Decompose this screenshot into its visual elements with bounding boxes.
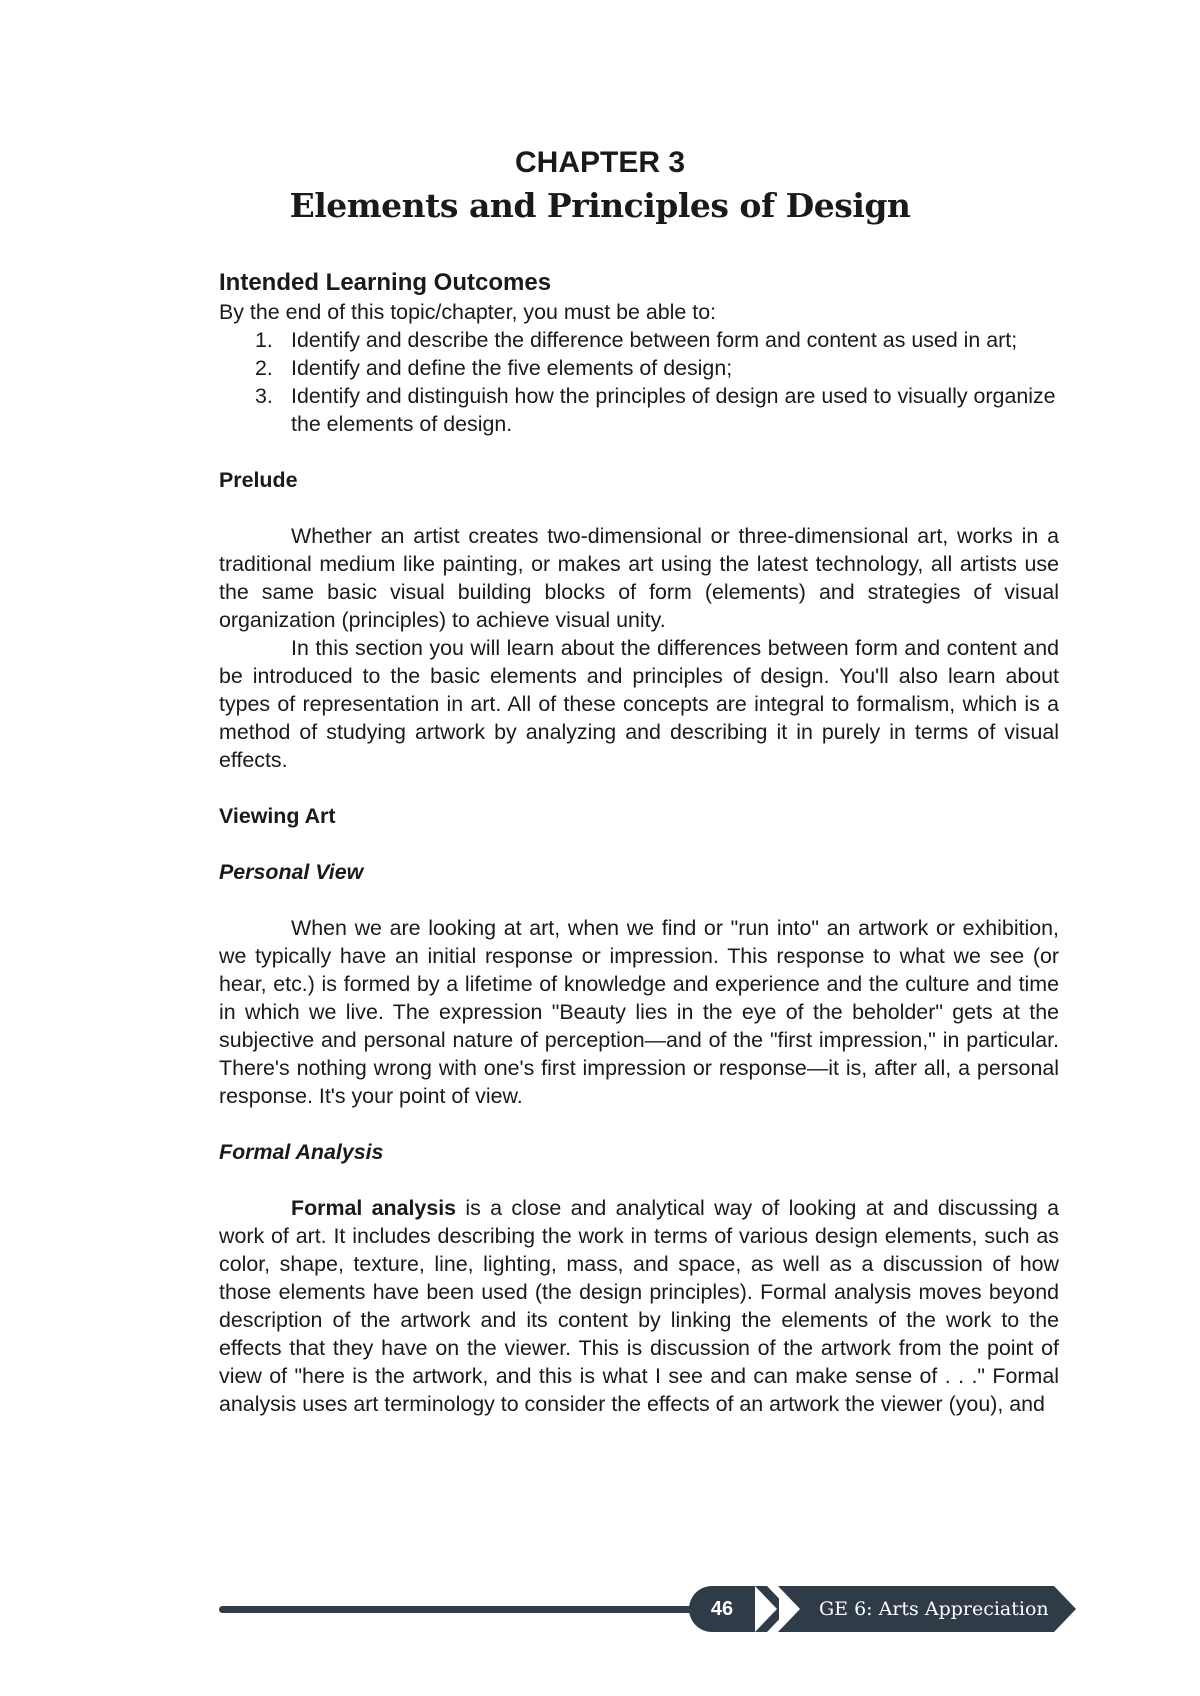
learning-outcomes-heading: Intended Learning Outcomes: [219, 269, 552, 296]
list-item-text: Identify and describe the difference between form and content as used in art;: [291, 328, 1018, 352]
personal-view-heading: Personal View: [219, 860, 364, 884]
spacer: [219, 774, 1059, 802]
list-item-text: Identify and define the five elements of design;: [291, 356, 733, 380]
list-item: [255, 326, 1059, 354]
list-item: [255, 354, 1059, 382]
viewing-art-heading: Viewing Art: [219, 804, 336, 828]
formal-analysis-term: Formal analysis: [291, 1196, 457, 1220]
spacer: [219, 830, 1059, 858]
spacer: [219, 438, 1059, 466]
footer-rule: [219, 1606, 699, 1613]
chapter-label: CHAPTER 3: [514, 146, 686, 179]
spacer: [219, 886, 1059, 914]
list-item: [255, 382, 1059, 438]
list-item-number: 2.: [255, 356, 273, 380]
personal-view-paragraph: When we are looking at art, when we find or "run into" an artwork or exhibition, we typically have an initial response or impression. This response to what we see (or hear, etc.) is formed by a lifetime of knowledge and experience and the culture and time in which we live. The expression "Beauty lies in the eye of the beholder" gets at the subjective and personal nature of perception—and of the "first impression," in particular. There's nothing wrong with one's first impression or response—it is, after all, a personal response. It's your point of view.: [219, 916, 1059, 1108]
prelude-heading: Prelude: [219, 468, 298, 492]
spacer: [219, 1110, 1059, 1138]
list-item-number: 1.: [255, 328, 273, 352]
footer-course-title: GE 6: Arts Appreciation: [819, 1598, 1049, 1620]
chapter-title: Elements and Principles of Design: [289, 186, 911, 225]
prelude-paragraph-2: In this section you will learn about the differences between form and content and be introduced to the basic elements and principles of design. You'll also learn about types of representation in art. All of these concepts are integral to formalism, which is a method of studying artwork by analyzing and describing it in purely in terms of visual effects.: [219, 636, 1059, 772]
formal-analysis-text: is a close and analytical way of looking at and discussing a work of art. It includes describing the work in terms of various design elements, such as color, shape, texture, line, lighting, mass, and space, as well as a discussion of how those elements have been used (the design principles). Formal analysis moves beyond description of the artwork and its content by linking the elements of the work to the effects that they have on the viewer. This is discussion of the artwork from the point of view of "here is the artwork, and this is what I see and can make sense of . . ." Formal analysis uses art terminology to consider the effects of an artwork the viewer (you), and: [219, 1196, 1059, 1416]
page-content: [219, 268, 1059, 1418]
learning-outcomes-list: [219, 326, 1059, 438]
page-footer: [219, 1586, 1099, 1632]
prelude-paragraph-1: Whether an artist creates two-dimensional or three-dimensional art, works in a traditional medium like painting, or makes art using the latest technology, all artists use the same basic visual building blocks of form (elements) and strategies of visual organization (principles) to achieve visual unity.: [219, 524, 1059, 632]
spacer: [219, 494, 1059, 522]
page-number: 46: [689, 1586, 755, 1632]
formal-analysis-paragraph: [219, 1194, 1059, 1418]
list-item-number: 3.: [255, 384, 273, 408]
formal-analysis-heading: Formal Analysis: [219, 1140, 384, 1164]
learning-outcomes-intro: By the end of this topic/chapter, you must be able to:: [219, 300, 717, 324]
list-item-text: Identify and distinguish how the principles of design are used to visually organize the elements of design.: [291, 384, 1056, 436]
spacer: [219, 1166, 1059, 1194]
